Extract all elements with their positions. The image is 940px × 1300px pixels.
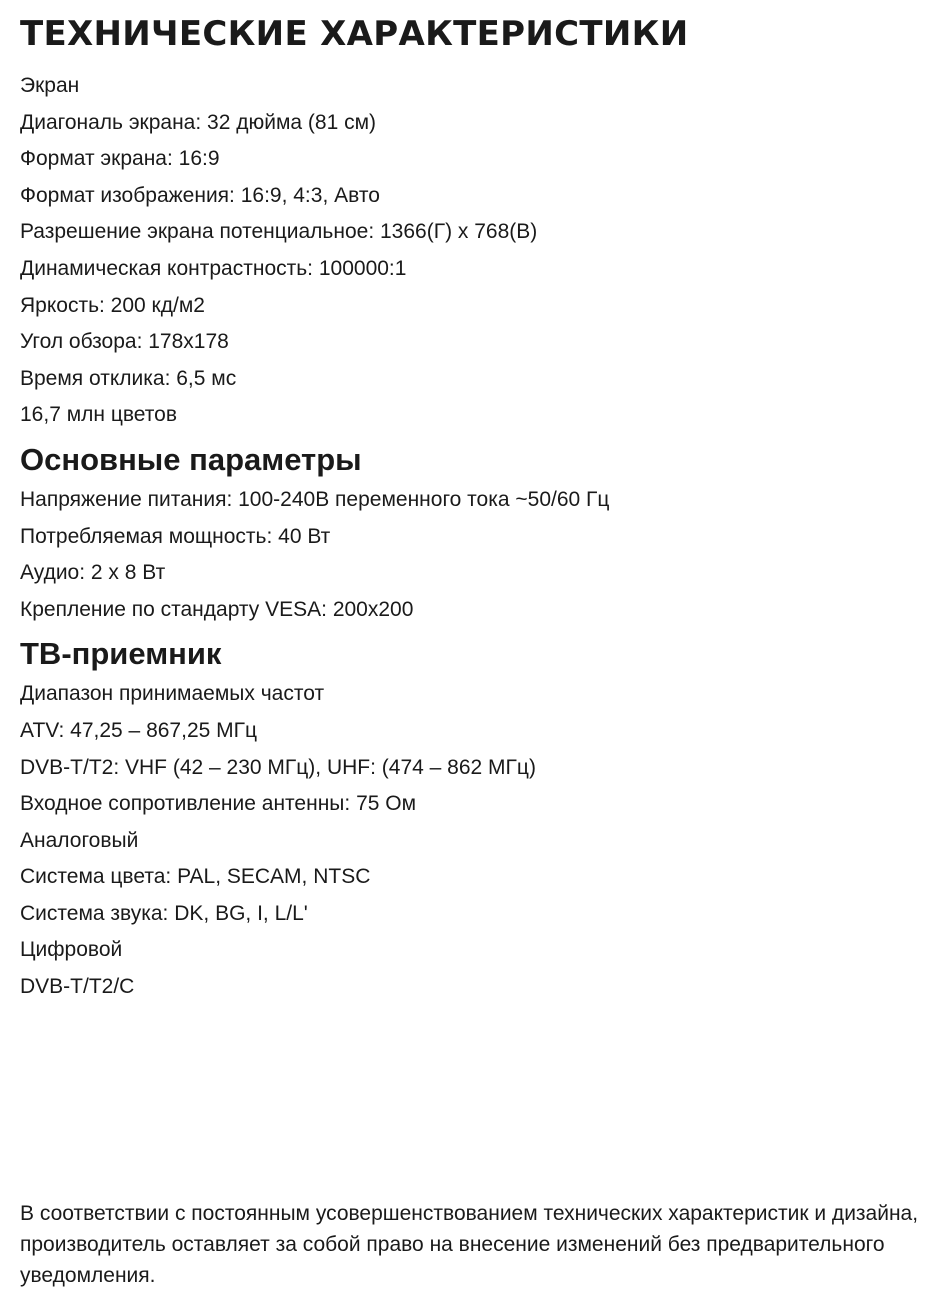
spec-line: Цифровой (20, 938, 123, 962)
spec-line: DVB-T/T2: VHF (42 – 230 МГц), UHF: (474 – 862 МГц) (20, 755, 536, 779)
spec-line: Система звука: DK, BG, I, L/L' (20, 901, 308, 925)
spec-line: Диапазон принимаемых частот (20, 682, 325, 706)
tv-receiver-section (20, 632, 920, 1005)
spec-line: Формат экрана: 16:9 (20, 147, 220, 171)
spec-line: Диагональ экрана: 32 дюйма (81 см) (20, 110, 377, 134)
spec-line: Время отклика: 6,5 мс (20, 366, 237, 390)
screen-section (20, 68, 920, 434)
screen-subheading: Экран (20, 74, 80, 97)
spec-line: Разрешение экрана потенциальное: 1366(Г) x 768(В) (20, 220, 538, 244)
spec-line: Формат изображения: 16:9, 4:3, Авто (20, 183, 380, 207)
spec-line: Система цвета: PAL, SECAM, NTSC (20, 865, 371, 889)
spec-line: Аналоговый (20, 828, 139, 852)
spec-line: 16,7 млн цветов (20, 403, 177, 427)
page-title: ТЕХНИЧЕСКИЕ ХАРАКТЕРИСТИКИ (20, 14, 689, 54)
spec-line: Угол обзора: 178x178 (20, 330, 229, 354)
tv-receiver-heading: ТВ-приемник (20, 636, 222, 672)
main-params-heading: Основные параметры (20, 441, 362, 477)
spec-line: ATV: 47,25 – 867,25 МГц (20, 718, 258, 742)
spec-line: Входное сопротивление антенны: 75 Ом (20, 792, 417, 816)
spec-line: Аудио: 2 х 8 Вт (20, 561, 166, 585)
spec-line: Напряжение питания: 100-240В переменного тока ~50/60 Гц (20, 487, 610, 511)
main-params-section (20, 438, 920, 628)
spec-line: Яркость: 200 кд/м2 (20, 293, 205, 317)
spec-line: Потребляемая мощность: 40 Вт (20, 524, 331, 548)
disclaimer-footer: В соответствии с постоянным усовершенствованием технических характеристик и дизайна, производитель оставляет за собой право на внесение изменений без предварительного уведомления. (20, 1202, 919, 1287)
spec-content (20, 68, 920, 1006)
spec-line: Крепление по стандарту VESA: 200х200 (20, 597, 414, 621)
spec-line: Динамическая контрастность: 100000:1 (20, 256, 407, 280)
spec-line: DVB-T/T2/C (20, 975, 135, 999)
